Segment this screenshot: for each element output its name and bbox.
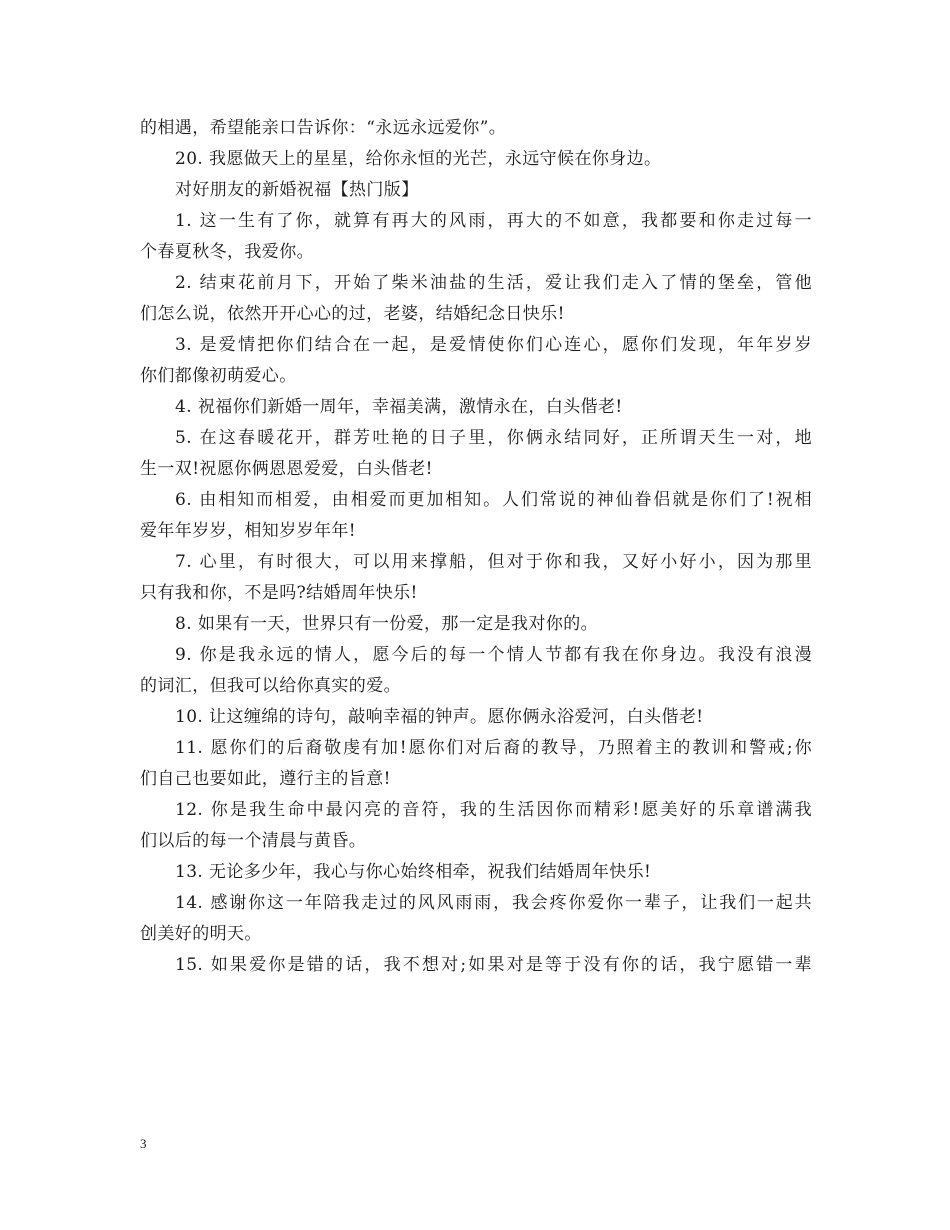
text-line: 1. 这一生有了你，就算有再大的风雨，再大的不如意，我都要和你走过每一 bbox=[175, 211, 812, 231]
text-line: 8. 如果有一天，世界只有一份爱，那一定是我对你的。 bbox=[175, 614, 599, 634]
text-line: 13. 无论多少年，我心与你心始终相牵，祝我们结婚周年快乐! bbox=[175, 862, 652, 882]
text-line: 们以后的每一个清晨与黄昏。 bbox=[140, 831, 367, 851]
text-line: 12. 你是我生命中最闪亮的音符，我的生活因你而精彩!愿美好的乐章谱满我 bbox=[175, 800, 812, 820]
text-line: 20. 我愿做天上的星星，给你永恒的光芒，永远守候在你身边。 bbox=[175, 149, 662, 169]
text-line: 5. 在这春暖花开，群芳吐艳的日子里，你俩永结同好，正所谓天生一对，地 bbox=[175, 428, 812, 448]
text-line: 3. 是爱情把你们结合在一起，是爱情使你们心连心，愿你们发现，年年岁岁 bbox=[175, 335, 812, 355]
text-line: 的词汇，但我可以给你真实的爱。 bbox=[140, 676, 401, 696]
text-line: 7. 心里，有时很大，可以用来撑船，但对于你和我，又好小好小，因为那里 bbox=[175, 552, 812, 572]
text-line: 们怎么说，依然开开心心的过，老婆，结婚纪念日快乐! bbox=[140, 304, 565, 324]
text-line: 只有我和你，不是吗?结婚周年快乐! bbox=[140, 583, 418, 603]
text-line: 4. 祝福你们新婚一周年，幸福美满，激情永在，白头偕老! bbox=[175, 397, 623, 417]
text-line: 爱年年岁岁，相知岁岁年年! bbox=[140, 521, 357, 541]
text-line: 10. 让这缠绵的诗句，敲响幸福的钟声。愿你俩永浴爱河，白头偕老! bbox=[175, 707, 704, 727]
text-line: 创美好的明天。 bbox=[140, 924, 262, 944]
page-number: 3 bbox=[140, 1136, 147, 1151]
text-line: 14. 感谢你这一年陪我走过的风风雨雨，我会疼你爱你一辈子，让我们一起共 bbox=[175, 893, 812, 913]
text-line: 15. 如果爱你是错的话，我不想对;如果对是等于没有你的话，我宁愿错一辈 bbox=[175, 955, 812, 975]
text-line: 9. 你是我永远的情人，愿今后的每一个情人节都有我在你身边。我没有浪漫 bbox=[175, 645, 812, 665]
text-line: 对好朋友的新婚祝福【热门版】 bbox=[175, 180, 419, 200]
text-line: 6. 由相知而相爱，由相爱而更加相知。人们常说的神仙眷侣就是你们了!祝相 bbox=[175, 490, 812, 510]
text-line: 生一双!祝愿你俩恩恩爱爱，白头偕老! bbox=[140, 459, 433, 479]
document-body bbox=[140, 113, 812, 981]
text-line: 个春夏秋冬，我爱你。 bbox=[140, 242, 314, 262]
text-line: 的相遇，希望能亲口告诉你：“永远永远爱你”。 bbox=[140, 118, 507, 138]
text-line: 11. 愿你们的后裔敬虔有加!愿你们对后裔的教导，乃照着主的教训和警戒;你 bbox=[175, 738, 812, 758]
text-line: 2. 结束花前月下，开始了柴米油盐的生活，爱让我们走入了情的堡垒，管他 bbox=[175, 273, 812, 293]
text-line: 们自己也要如此，遵行主的旨意! bbox=[140, 769, 391, 789]
text-line: 你们都像初萌爱心。 bbox=[140, 366, 297, 386]
